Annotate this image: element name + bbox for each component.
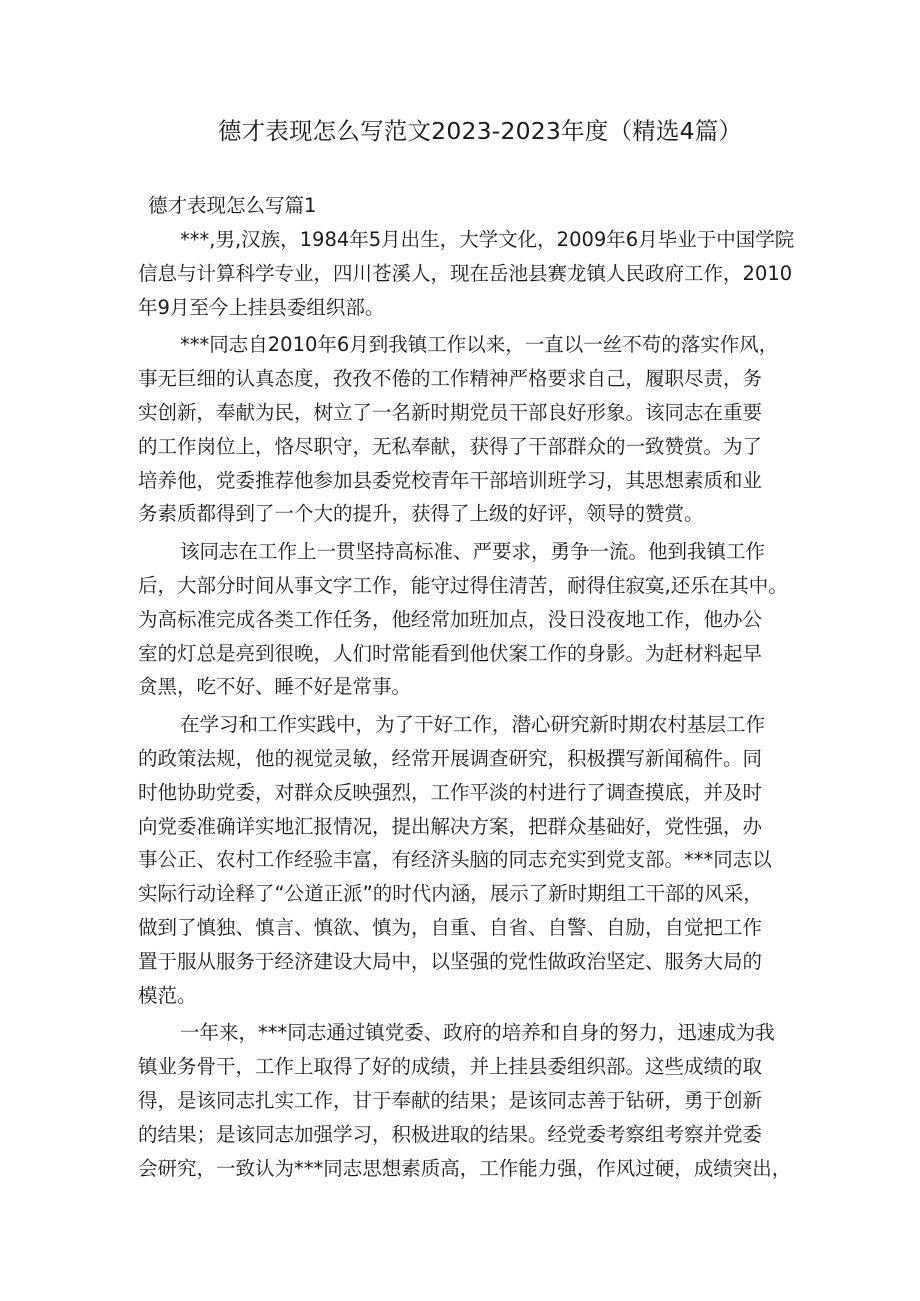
document-title: 德才表现怎么写范文2023-2023年度（精选4篇） [217, 117, 743, 145]
paragraph-line: 务素质都得到了一个大的提升，获得了上级的好评，领导的赞赏。 [138, 502, 704, 526]
document-body [138, 189, 794, 1185]
paragraph-line: 一年来，***同志通过镇党委、政府的培养和自身的努力，迅速成为我 [180, 1021, 775, 1045]
paragraph [138, 1016, 794, 1185]
paragraph-line: 会研究，一致认为***同志思想素质高，工作能力强，作风过硬，成绩突出， [138, 1156, 792, 1180]
paragraph-line: 信息与计算科学专业，四川苍溪人，现在岳池县赛龙镇人民政府工作，2010 [138, 261, 793, 285]
paragraph-line: 的政策法规，他的视觉灵敏，经常开展调查研究，积极撰写新闻稿件。同 [138, 746, 763, 770]
paragraph [138, 535, 794, 704]
paragraph-list [138, 223, 794, 1185]
paragraph-line: 得，是该同志扎实工作，甘于奉献的结果；是该同志善于钻研，勇于创新 [138, 1088, 763, 1112]
paragraph-line: 实际行动诠释了“公道正派”的时代内涵，展示了新时期组工干部的风采， [138, 882, 763, 906]
paragraph-line: 的工作岗位上，恪尽职守，无私奉献，获得了干部群众的一致赞赏。为了 [138, 434, 763, 458]
paragraph-line: 该同志在工作上一贯坚持高标准、严要求，勇争一流。他到我镇工作 [180, 540, 766, 564]
paragraph-line: 实创新，奉献为民，树立了一名新时期党员干部良好形象。该同志在重要 [138, 400, 763, 424]
paragraph [138, 328, 794, 531]
paragraph-line: 事无巨细的认真态度，孜孜不倦的工作精神严格要求自己，履职尽责，务 [138, 367, 763, 391]
paragraph-line: ***,男,汉族，1984年5月出生，大学文化，2009年6月毕业于中国学院 [180, 228, 795, 251]
paragraph-line: 后，大部分时间从事文字工作，能守过得住清苦，耐得住寂寞,还乐在其中。 [138, 573, 788, 597]
paragraph-line: 年9月至今上挂县委组织部。 [138, 295, 385, 319]
paragraph-line: 事公正、农村工作经验丰富，有经济头脑的同志充实到党支部。***同志以 [138, 848, 772, 872]
paragraph-line: 做到了慎独、慎言、慎欲、慎为，自重、自省、自警、自励，自觉把工作 [138, 915, 763, 939]
paragraph-line: 置于服从服务于经济建设大局中，以坚强的党性做政治坚定、服务大局的 [138, 949, 763, 973]
paragraph-line: 模范。 [138, 983, 197, 1007]
paragraph [138, 223, 794, 324]
paragraph-line: 镇业务骨干，工作上取得了好的成绩，并上挂县委组织部。这些成绩的取 [138, 1055, 763, 1079]
paragraph-line: 时他协助党委，对群众反映强烈，工作平淡的村进行了调查摸底，并及时 [138, 780, 763, 804]
paragraph-line: 向党委准确详实地汇报情况，提出解决方案，把群众基础好，党性强，办 [138, 814, 763, 838]
paragraph-line: ***同志自2010年6月到我镇工作以来，一直以一丝不苟的落实作风， [180, 333, 779, 357]
paragraph-line: 室的灯总是亮到很晚，人们时常能看到他伏案工作的身影。为赶材料起早 [138, 641, 763, 665]
paragraph-line: 培养他，党委推荐他参加县委党校青年干部培训班学习，其思想素质和业 [138, 468, 763, 492]
paragraph-line: 在学习和工作实践中，为了干好工作，潜心研究新时期农村基层工作 [180, 713, 766, 737]
paragraph-line: 为高标准完成各类工作任务，他经常加班加点，没日没夜地工作，他办公 [138, 607, 763, 631]
paragraph-line: 的结果；是该同志加强学习，积极进取的结果。经党委考察组考察并党委 [138, 1122, 763, 1146]
section-heading: 德才表现怎么写篇1 [148, 194, 317, 217]
paragraph-line: 贪黑，吃不好、睡不好是常事。 [138, 675, 412, 699]
paragraph [138, 708, 794, 1012]
